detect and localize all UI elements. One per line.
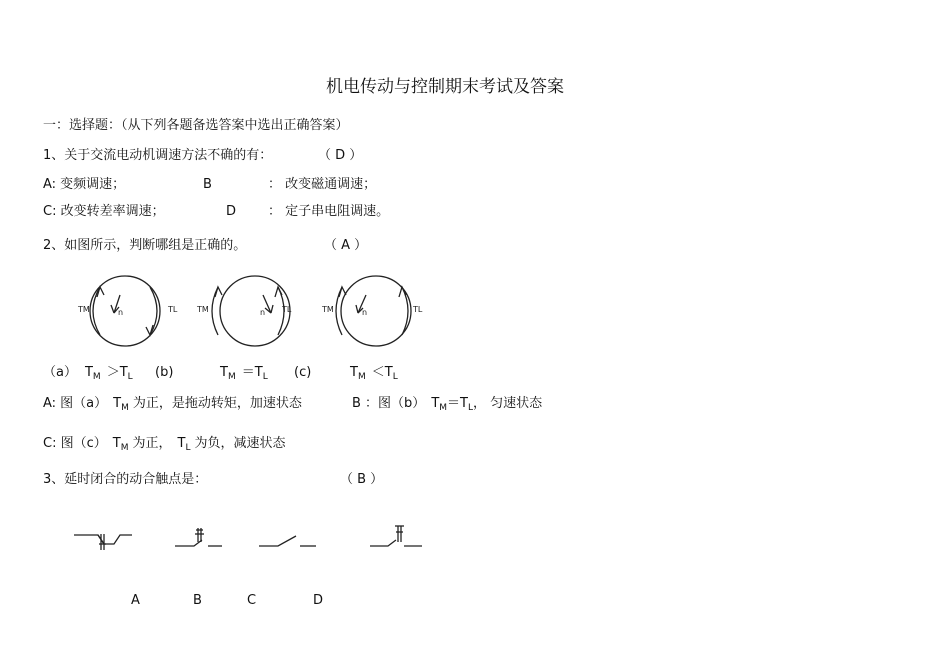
contact-label-d: D [313, 593, 324, 608]
contact-symbol-d [370, 526, 422, 546]
contact-label-b: B [193, 593, 202, 608]
q1-option-d-letter: D [226, 204, 237, 219]
q1-answer: （ D ） [318, 148, 363, 163]
fig-c-n-label: n [362, 308, 368, 317]
q2-option-a: A: 图（a） $T_M$ 为正，是拖动转矩，加速状态 [43, 396, 302, 413]
page-title: 机电传动与控制期末考试及答案 [326, 77, 564, 97]
contact-label-a: A [131, 593, 140, 608]
fig-a-tm-label: TM [78, 305, 90, 314]
caption-a-label: （a） [43, 365, 77, 380]
torque-figures [70, 275, 430, 350]
fig-b-tl-label: TL [282, 305, 292, 314]
figure-a [77, 276, 178, 346]
figure-b [196, 276, 292, 346]
contact-symbol-c [259, 536, 316, 546]
q1-option-d-text: ： 定子串电阻调速。 [268, 204, 390, 219]
caption-c-formula: $T_M <T_L$ [350, 365, 398, 382]
q2-option-b: B ：图（b） $T_M=T_L$， 匀速状态 [352, 396, 543, 413]
q1-option-c: C: 改变转差率调速； [43, 204, 165, 219]
contact-symbol-a [74, 534, 132, 550]
caption-b-label: (b) [155, 365, 174, 380]
q2-stem: 2、如图所示，判断哪组是正确的。 [43, 238, 247, 253]
fig-b-n-label: n [260, 308, 266, 317]
q1-stem: 1、关于交流电动机调速方法不确的有： [43, 148, 273, 163]
fig-b-tm-label: TM [197, 305, 209, 314]
q3-answer: （ B ） [340, 472, 384, 487]
fig-c-tl-label: TL [413, 305, 423, 314]
q2-option-c: C: 图（c） $T_M$ 为正， $T_L$ 为负，减速状态 [43, 436, 286, 453]
q1-option-b-letter: B [203, 177, 212, 192]
figure-c [321, 276, 423, 346]
q3-stem: 3、延时闭合的动合触点是： [43, 472, 208, 487]
fig-a-tl-label: TL [168, 305, 178, 314]
q1-option-a: A: 变频调速； [43, 177, 126, 192]
contact-symbol-b [175, 528, 222, 546]
contact-label-c: C [247, 593, 257, 608]
caption-b-formula: $T_M =T_L$ [220, 365, 268, 382]
caption-a: （a） $T_M >T_L$ [43, 365, 133, 382]
fig-c-tm-label: TM [322, 305, 334, 314]
q2-answer: （ A ） [324, 238, 368, 253]
fig-a-n-label: n [118, 308, 124, 317]
caption-c-label: (c) [294, 365, 312, 380]
contact-symbols [70, 520, 440, 560]
q1-option-b-text: ： 改变磁通调速； [268, 177, 377, 192]
section-heading: 一：选择题：（从下列各题备选答案中选出正确答案） [43, 118, 349, 133]
